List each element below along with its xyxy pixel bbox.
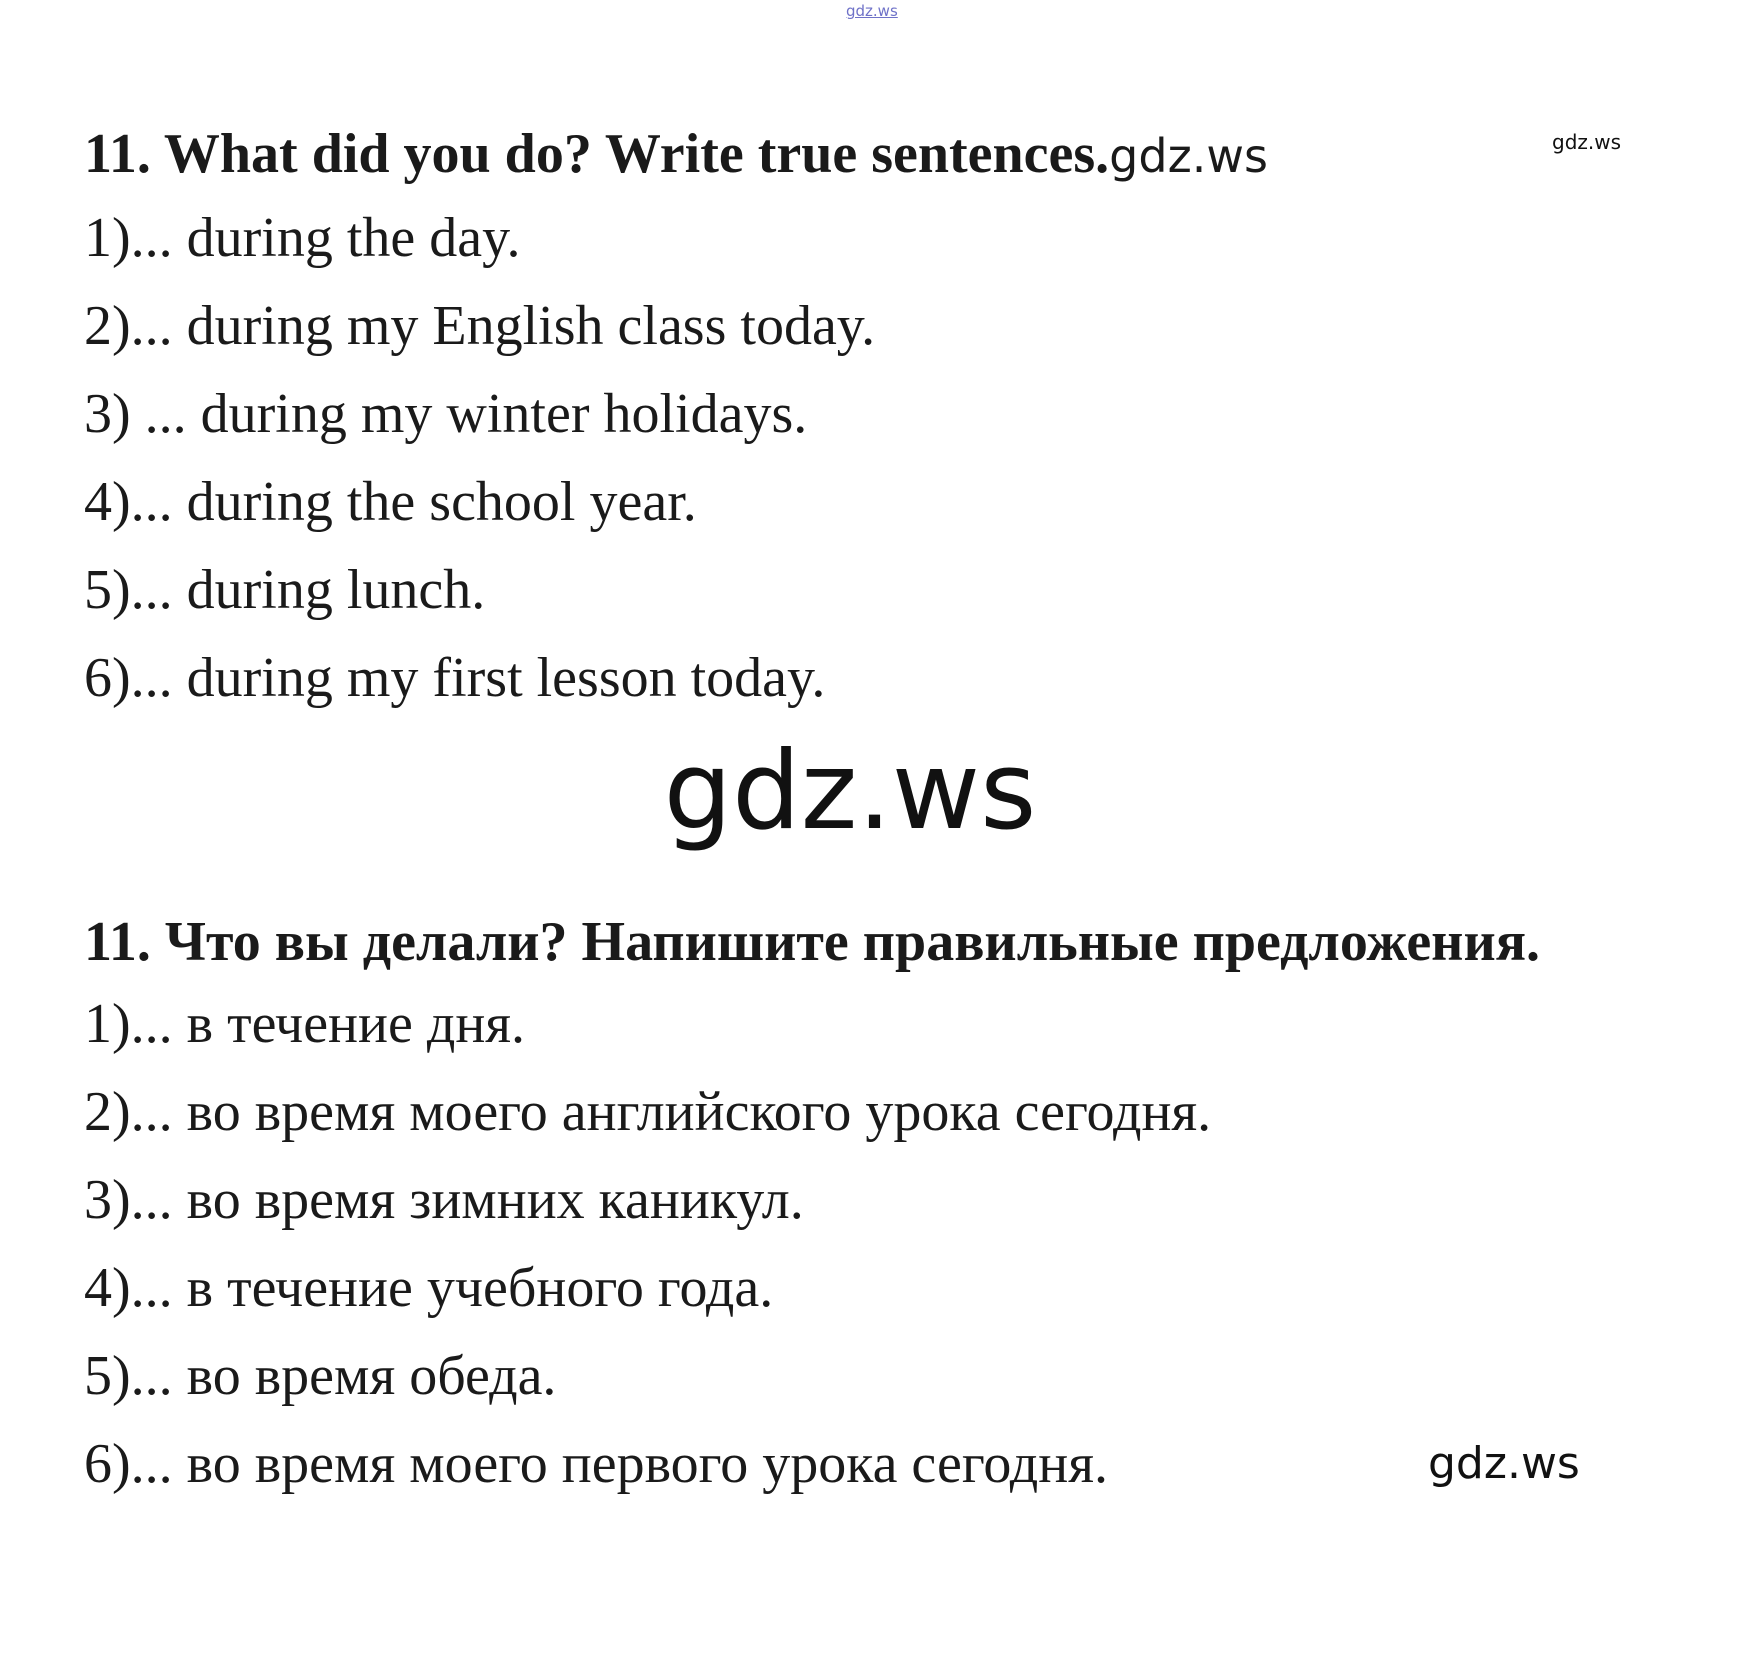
english-item-4: 4)... during the school year.	[84, 471, 697, 533]
watermark-center: gdz.ws	[663, 729, 1037, 854]
english-item-1: 1)... during the day.	[84, 207, 521, 269]
russian-heading: 11. Что вы делали? Напишите правильные предложения.	[84, 911, 1540, 973]
watermark-bottom: gdz.ws	[1428, 1438, 1580, 1489]
russian-item-2: 2)... во время моего английского урока сегодня.	[84, 1081, 1212, 1143]
english-heading	[84, 116, 1268, 194]
watermark-heading-inline: gdz.ws	[1109, 129, 1268, 183]
russian-exercise	[84, 904, 1540, 1508]
english-item-6: 6)... during my first lesson today.	[84, 647, 826, 709]
english-item-5: 5)... during lunch.	[84, 559, 486, 621]
russian-item-4: 4)... в течение учебного года.	[84, 1257, 774, 1319]
english-heading-text: 11. What did you do? Write true sentences.	[84, 123, 1110, 185]
watermark-right: gdz.ws	[1552, 130, 1622, 154]
english-item-2: 2)... during my English class today.	[84, 295, 876, 357]
russian-item-6: 6)... во время моего первого урока сегодня.	[84, 1433, 1108, 1495]
russian-item-1: 1)... в течение дня.	[84, 993, 526, 1055]
watermark-top-link[interactable]: gdz.ws	[846, 2, 898, 20]
english-exercise	[84, 116, 1268, 722]
english-item-3: 3) ... during my winter holidays.	[84, 383, 808, 445]
russian-item-3: 3)... во время зимних каникул.	[84, 1169, 804, 1231]
russian-item-5: 5)... во время обеда.	[84, 1345, 557, 1407]
